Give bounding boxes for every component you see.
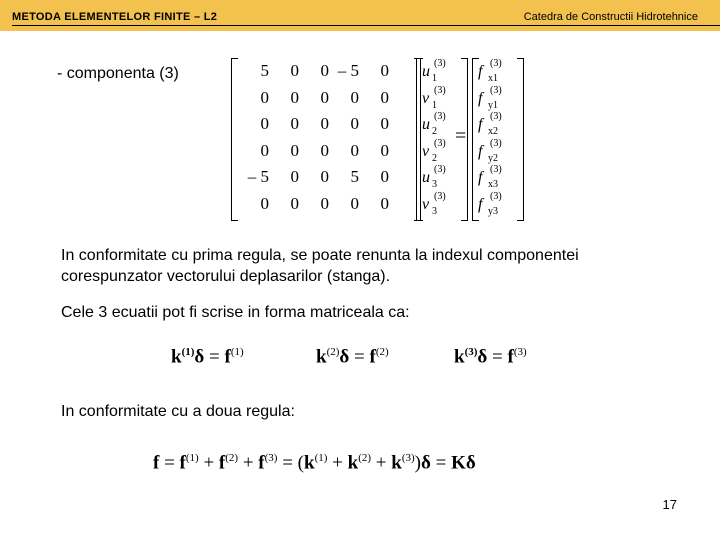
equation-k1: $k^{(1)}\delta = f^{(1)}$ xyxy=(171,346,244,368)
matrix-row xyxy=(231,114,421,141)
matrix-cell: 0 xyxy=(380,140,389,160)
matrix-cell: 0 xyxy=(380,87,389,107)
matrix-cell: 0 xyxy=(290,193,299,213)
displacement-component: v (3) 2 xyxy=(422,137,446,164)
matrix-row xyxy=(231,141,421,168)
paragraph-rule-one xyxy=(61,245,579,287)
force-component: f (3) y3 xyxy=(478,190,502,217)
displacement-component: v (3) 3 xyxy=(422,190,446,217)
matrix-cell: 5 xyxy=(260,61,269,80)
matrix-row xyxy=(231,167,421,194)
paragraph-line: In conformitate cu prima regula, se poate renunta la indexul componentei xyxy=(61,247,579,264)
course-title: METODA ELEMENTELOR FINITE – L2 xyxy=(12,11,218,23)
matrix-cell: 0 xyxy=(260,114,269,133)
matrix-cell: 5 xyxy=(350,167,359,186)
matrix-row xyxy=(231,88,421,115)
department-title: Catedra de Constructii Hidrotehnice xyxy=(523,11,698,23)
matrix-cell: 0 xyxy=(380,167,389,186)
displacement-component: u (3) 3 xyxy=(422,164,446,190)
force-vector xyxy=(472,58,524,221)
matrix-cell: 0 xyxy=(260,140,269,160)
stiffness-matrix xyxy=(231,58,421,221)
matrix-cell: 0 xyxy=(290,167,299,186)
matrix-cell: 0 xyxy=(380,114,389,133)
matrix-cell: 0 xyxy=(290,61,299,80)
slide-header xyxy=(0,0,720,31)
force-component: f (3) x2 xyxy=(478,111,502,137)
displacement-component: u (3) 2 xyxy=(422,111,446,137)
component-label: - componenta (3) xyxy=(57,65,179,82)
force-component: f (3) y2 xyxy=(478,137,502,164)
matrix-cell: – 5 xyxy=(247,167,269,186)
paragraph-line: corespunzator vectorului deplasarilor (stanga). xyxy=(61,268,391,285)
matrix-cell: 0 xyxy=(380,61,389,80)
force-component: f (3) x1 xyxy=(478,58,502,84)
matrix-cell: 0 xyxy=(260,87,269,107)
matrix-cell: 0 xyxy=(350,140,359,160)
matrix-cell: 0 xyxy=(350,193,359,213)
equals-sign: = xyxy=(455,125,467,147)
matrix-cell: 0 xyxy=(290,140,299,160)
matrix-cell: 0 xyxy=(380,193,389,213)
matrix-cell: 0 xyxy=(320,61,329,80)
paragraph-rule-two: In conformitate cu a doua regula: xyxy=(61,403,295,420)
equation-k2: $k^{(2)}\delta = f^{(2)}$ xyxy=(316,346,389,368)
matrix-cell: – 5 xyxy=(337,61,359,80)
paragraph-matrix-form: Cele 3 ecuatii pot fi scrise in forma matriceala ca: xyxy=(61,304,410,321)
force-component: f (3) x3 xyxy=(478,164,502,190)
matrix-cell: 0 xyxy=(260,193,269,213)
header-rule xyxy=(12,25,720,26)
matrix-cell: 0 xyxy=(290,114,299,133)
displacement-component: v (3) 1 xyxy=(422,84,446,111)
displacement-component: u (3) 1 xyxy=(422,58,446,84)
matrix-cell: 0 xyxy=(290,87,299,107)
matrix-cell: 0 xyxy=(320,193,329,213)
matrix-cell: 0 xyxy=(350,114,359,133)
equation-assembly: $f = f^{(1)} + f^{(2)} + f^{(3)} = (k^{(1)} + k^{(2)} + k^{(3)})\delta = K\delta$ xyxy=(153,452,476,474)
matrix-cell: 0 xyxy=(320,140,329,160)
page-number: 17 xyxy=(662,497,677,512)
equation-k3: $k^{(3)}\delta = f^{(3)}$ xyxy=(454,346,527,368)
matrix-row xyxy=(231,194,421,221)
matrix-cell: 0 xyxy=(320,87,329,107)
matrix-cell: 0 xyxy=(320,167,329,186)
matrix-cell: 0 xyxy=(320,114,329,133)
matrix-cell: 0 xyxy=(350,87,359,107)
force-component: f (3) y1 xyxy=(478,84,502,111)
matrix-row xyxy=(231,61,421,88)
